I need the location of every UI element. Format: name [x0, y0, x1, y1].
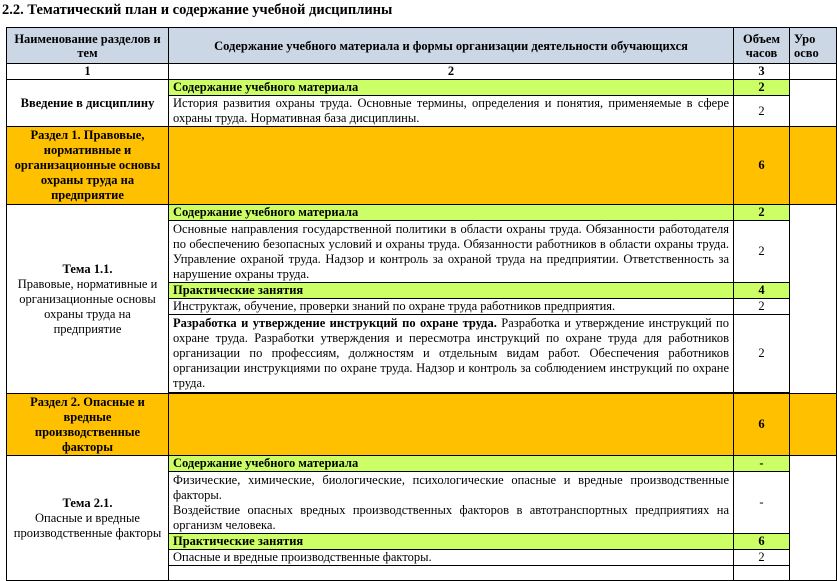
section2-name: Раздел 2. Опасные и вредные производственные факторы — [7, 394, 169, 456]
topic11-practice2-hours: 2 — [734, 315, 790, 393]
col-number-2: 2 — [169, 64, 734, 80]
topic11-practice1-hours: 2 — [734, 299, 790, 315]
topic21-text — [169, 472, 734, 534]
intro-content-hours: 2 — [734, 80, 790, 96]
topic11-hours: 2 — [734, 221, 790, 283]
header-col-content: Содержание учебного материала и формы организации деятельности обучающихся — [169, 28, 734, 64]
section1-hours: 6 — [734, 127, 790, 205]
header-col-hours: Объем часов — [734, 28, 790, 64]
table-row — [7, 456, 837, 472]
topic21-hours: - — [734, 472, 790, 534]
topic11-practice2-text: Разработка и утверждение инструкций по охране труда. Разработки утверждения и пересмотра инструкций по охране труда для работников организации по профессиям, должностям и отдельным видам работ. Обеспечения работников организации инструкциями по охране труда. Надзор и контроль за соблюдением инструкций по охране труда. — [173, 316, 729, 390]
topic21-label: Тема 2.1. — [62, 495, 113, 510]
section1-name: Раздел 1. Правовые, нормативные и организационные основы охраны труда на предприятие — [7, 127, 169, 205]
header-col-names: Наименование разделов и тем — [7, 28, 169, 64]
topic21-level — [790, 456, 837, 581]
topic11-content-hours: 2 — [734, 205, 790, 221]
topic21-text2: Воздействие опасных вредных производственных факторов в автотранспортных предприятиях на организм человека. — [173, 502, 729, 532]
topic21-practice1: Опасные и вредные производственные факторы. — [169, 550, 734, 566]
table-row — [7, 80, 837, 96]
table-row — [7, 205, 837, 221]
section1-content — [169, 127, 734, 205]
section2-level — [790, 394, 837, 456]
header-col-level: Уро осво — [790, 28, 837, 64]
intro-hours: 2 — [734, 96, 790, 127]
section2-content — [169, 394, 734, 456]
topic11-level — [790, 205, 837, 394]
col-number-4 — [790, 64, 837, 80]
topic21-content-hours: - — [734, 456, 790, 472]
topic11-name: Правовые, нормативные и организационные основы охраны труда на предприятие — [17, 276, 158, 336]
topic21-content-label: Содержание учебного материала — [169, 456, 734, 472]
col-number-1: 1 — [7, 64, 169, 80]
page-title: 2.2. Тематический план и содержание учебной дисциплины — [2, 2, 393, 18]
table-header-row — [7, 28, 837, 64]
section1-level — [790, 127, 837, 205]
intro-text: История развития охраны труда. Основные термины, определения и понятия, применяемые в сфере охраны труда. Нормативная база дисциплины. — [169, 96, 734, 127]
topic11-text: Основные направления государственной политики в области охраны труда. Обязанности работодателя по обеспечению безопасных условий и охраны труда. Обязанности работников в области охраны труда. Управление охраной труда. Надзор и контроль за охраной труда на предприятии. Ответственность за нарушение охраны труда. — [169, 221, 734, 283]
section-row — [7, 127, 837, 205]
thematic-plan-table — [6, 27, 837, 581]
section-row — [7, 394, 837, 456]
column-numbers-row — [7, 64, 837, 80]
intro-name: Введение в дисциплину — [7, 80, 169, 127]
topic21-practice-hours: 6 — [734, 534, 790, 550]
intro-content-label: Содержание учебного материала — [169, 80, 734, 96]
topic11-practice-hours: 4 — [734, 283, 790, 299]
col-number-3: 3 — [734, 64, 790, 80]
topic11-practice2-title: Разработка и утверждение инструкций по охране труда. — [173, 316, 497, 330]
topic11-practice2 — [169, 315, 734, 393]
topic11-practice1: Инструктаж, обучение, проверки знаний по охране труда работников предприятия. — [169, 299, 734, 315]
topic21-practice1-hours: 2 — [734, 550, 790, 566]
intro-level — [790, 80, 837, 127]
topic21-practice-label: Практические занятия — [169, 534, 734, 550]
topic21-cell — [7, 456, 169, 581]
topic11-label: Тема 1.1. — [62, 261, 113, 276]
topic11-cell — [7, 205, 169, 394]
topic11-practice-label: Практические занятия — [169, 283, 734, 299]
topic21-name: Опасные и вредные производственные факторы — [13, 510, 162, 540]
topic11-content-label: Содержание учебного материала — [169, 205, 734, 221]
section2-hours: 6 — [734, 394, 790, 456]
topic21-text1: Физические, химические, биологические, психологические опасные и вредные производственные факторы. — [173, 472, 729, 502]
